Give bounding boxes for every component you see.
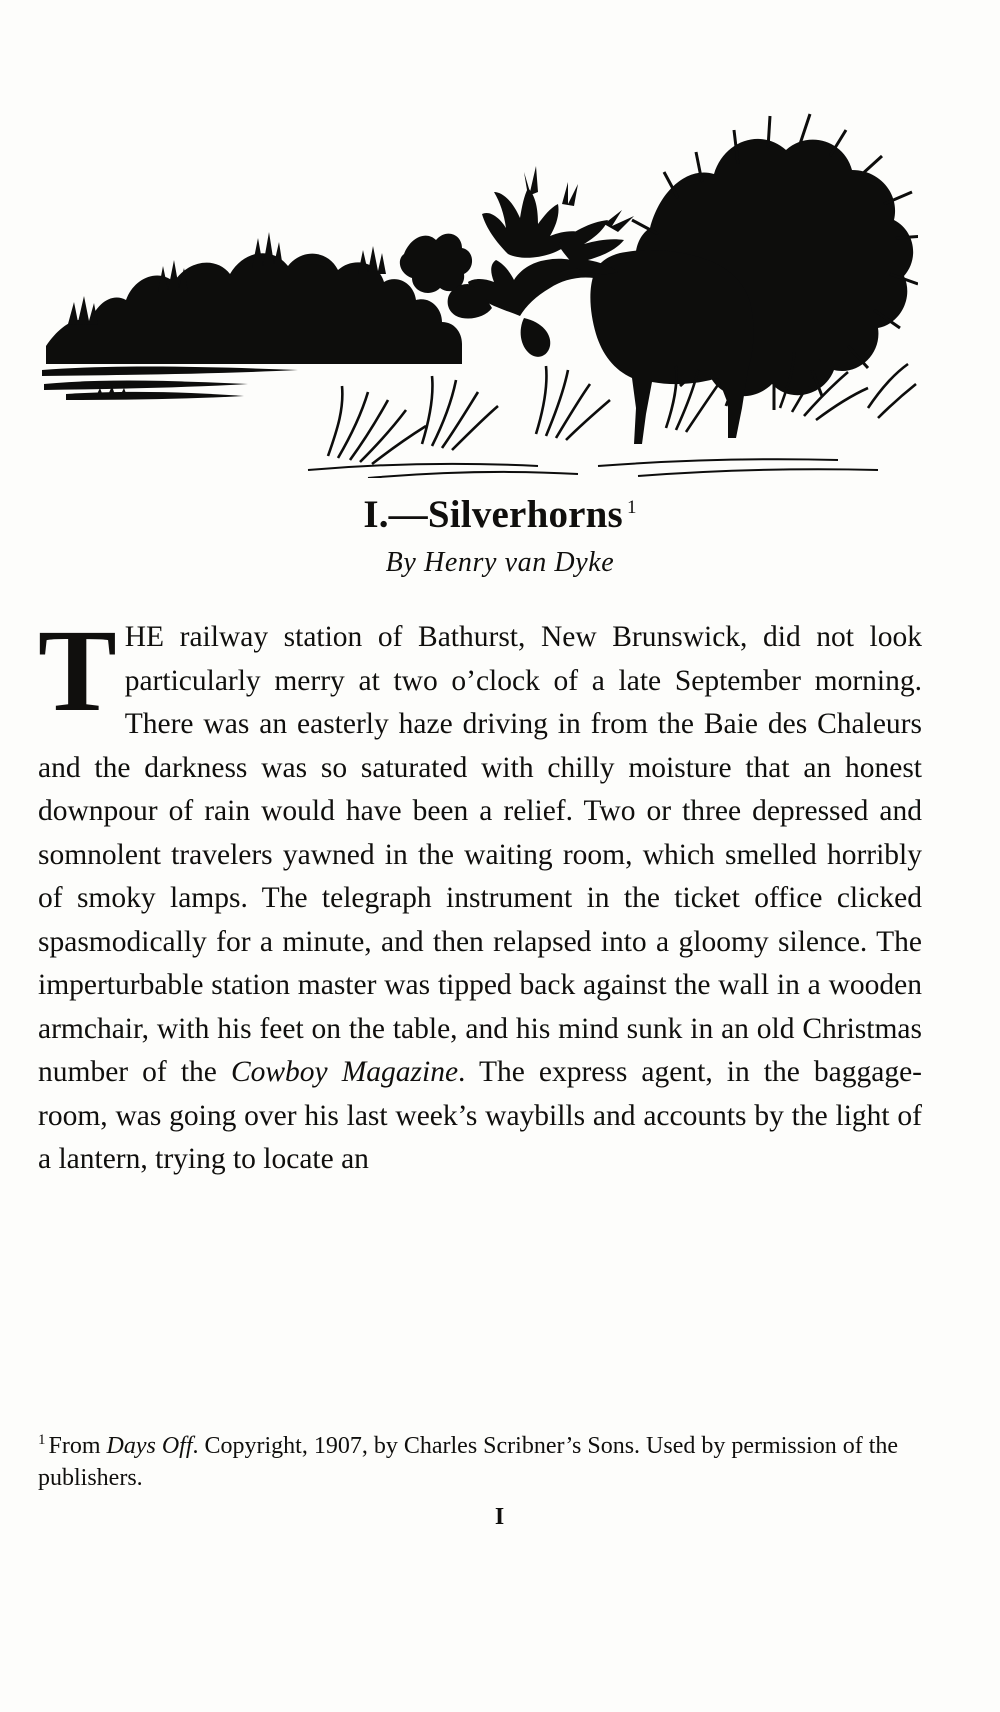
chapter-title-text: I.—Silverhorns [363, 493, 623, 537]
page-number: I [494, 1504, 506, 1530]
moose-in-marsh-illustration [38, 78, 918, 478]
footnote-marker: 1 [38, 1432, 46, 1448]
body-paragraph-tail: . The express agent, in the baggage-room, was going over his last week’s waybills and accounts by the light of a lantern, trying to locate an [38, 1056, 922, 1175]
byline: By Henry van Dyke [385, 547, 615, 578]
chapter-title-footnote-marker: 1 [626, 497, 637, 519]
footnote-suffix: . Copyright, 1907, by Charles Scribner’s Sons. Used by permission of the publishers. [38, 1433, 899, 1491]
body-text [38, 605, 922, 1182]
body-paragraph [38, 605, 922, 1182]
body-italic-title: Cowboy Magazine [230, 1056, 459, 1088]
footnote-prefix: From [48, 1433, 107, 1459]
page-title [0, 492, 1000, 537]
drop-cap: T [38, 605, 117, 736]
footnote [38, 1424, 922, 1494]
body-paragraph-head: HE railway station of Bathurst, New Brunswick, did not look particularly merry at two o’clock of a late September morning. There was an easterly haze driving in from the Baie des Chaleurs and the darkness was so saturated with chilly moisture that an honest downpour of rain would have been a relief. Two or three depressed and somnolent travelers yawned in the waiting room, which smelled horribly of smoky lamps. The telegraph instrument in the ticket office clicked spasmodically for a minute, and then relapsed into a gloomy silence. The imperturbable station master was tipped back against the wall in a wooden armchair, with his feet on the table, and his mind sunk in an old Christmas number of the [38, 621, 922, 1088]
footnote-source-title: Days Off [106, 1433, 193, 1459]
